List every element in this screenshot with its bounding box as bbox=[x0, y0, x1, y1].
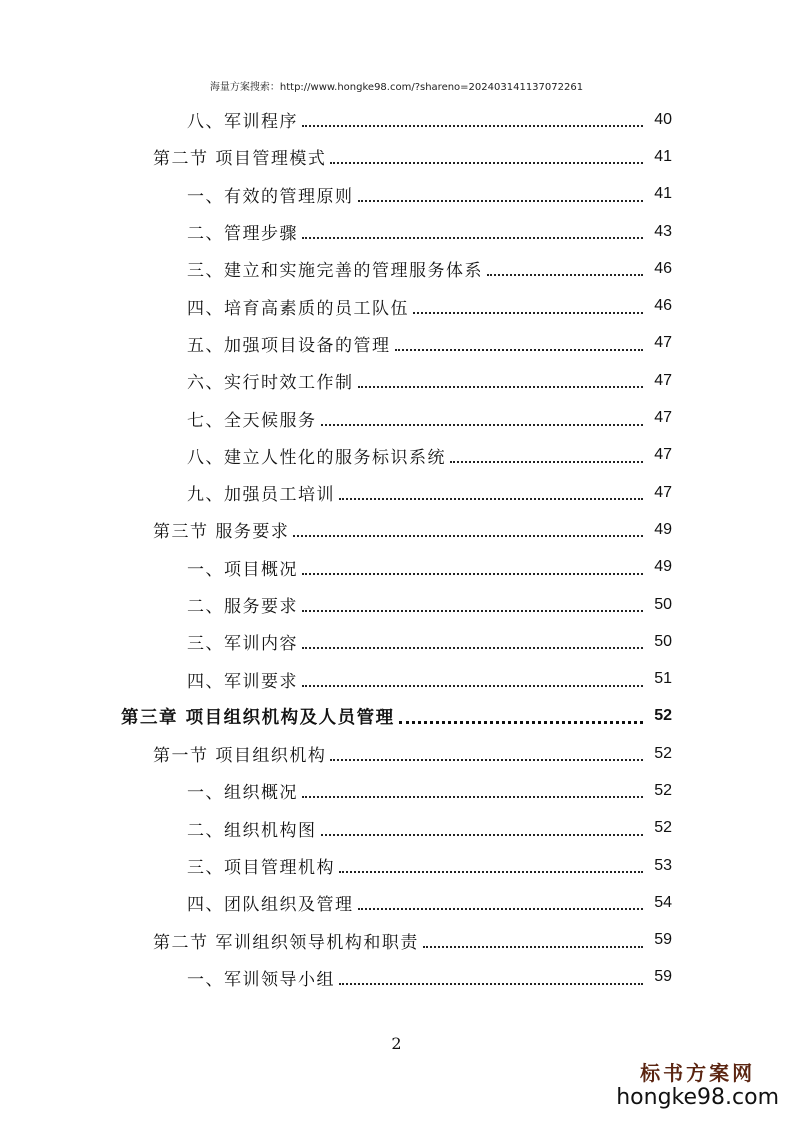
toc-entry-label: 一、有效的管理原则 bbox=[187, 186, 354, 207]
watermark-logo bbox=[616, 1057, 779, 1110]
toc-entry-page: 43 bbox=[654, 222, 672, 240]
toc-dot-leader bbox=[302, 795, 643, 798]
toc-dot-leader bbox=[413, 311, 643, 314]
toc-dot-leader bbox=[339, 982, 643, 985]
toc-entry-page: 46 bbox=[654, 259, 672, 277]
toc-dot-leader bbox=[423, 945, 643, 948]
toc-entry-page: 51 bbox=[654, 670, 672, 688]
toc-dot-leader bbox=[358, 907, 644, 910]
toc-dot-leader bbox=[330, 758, 643, 761]
toc-entry[interactable] bbox=[0, 511, 793, 548]
toc-entry[interactable] bbox=[0, 847, 793, 884]
toc-entry-page: 54 bbox=[654, 893, 672, 911]
toc-dot-leader bbox=[358, 385, 644, 388]
toc-entry-label: 第三章 项目组织机构及人员管理 bbox=[121, 707, 395, 728]
toc-entry-page: 41 bbox=[654, 185, 672, 203]
toc-entry[interactable] bbox=[0, 176, 793, 213]
toc-entry[interactable] bbox=[0, 772, 793, 809]
toc-entry[interactable] bbox=[0, 586, 793, 623]
toc-entry[interactable] bbox=[0, 735, 793, 772]
toc-entry-label: 第一节 项目组织机构 bbox=[153, 746, 327, 767]
toc-entry[interactable] bbox=[0, 810, 793, 847]
toc-entry[interactable] bbox=[0, 884, 793, 921]
toc-entry-label: 三、项目管理机构 bbox=[187, 858, 335, 879]
toc-entry-label: 一、项目概况 bbox=[187, 559, 298, 580]
toc-entry-label: 六、实行时效工作制 bbox=[187, 373, 354, 394]
toc-entry-page: 41 bbox=[654, 147, 672, 165]
toc-entry-page: 46 bbox=[654, 297, 672, 315]
toc-entry-page: 50 bbox=[654, 632, 672, 650]
toc-entry-label: 三、建立和实施完善的管理服务体系 bbox=[187, 261, 483, 282]
toc-dot-leader bbox=[321, 423, 644, 426]
toc-entry-page: 47 bbox=[654, 483, 672, 501]
toc-entry-label: 二、服务要求 bbox=[187, 597, 298, 617]
toc-dot-leader bbox=[302, 646, 643, 649]
toc-entry-page: 52 bbox=[654, 819, 672, 837]
toc-entry-label: 八、建立人性化的服务标识系统 bbox=[187, 447, 446, 468]
toc-dot-leader bbox=[399, 720, 643, 724]
toc-entry-label: 三、军训内容 bbox=[187, 634, 298, 655]
toc-dot-leader bbox=[293, 534, 643, 537]
page-header-url: 海量方案搜索：http://www.hongke98.com/?shareno=202403141137072261 bbox=[209, 82, 584, 93]
toc-entry-page: 52 bbox=[654, 744, 672, 762]
toc-dot-leader bbox=[339, 870, 643, 873]
toc-entry-label: 四、团队组织及管理 bbox=[187, 895, 354, 916]
toc-entry[interactable] bbox=[0, 660, 793, 697]
toc-entry-page: 49 bbox=[654, 520, 672, 538]
toc-entry[interactable] bbox=[0, 287, 793, 324]
toc-dot-leader bbox=[302, 236, 643, 239]
toc-entry-label: 八、军训程序 bbox=[187, 112, 298, 133]
toc-entry-label: 一、军训领导小组 bbox=[187, 969, 335, 990]
toc-dot-leader bbox=[487, 273, 643, 276]
toc-entry[interactable] bbox=[0, 250, 793, 287]
toc-entry[interactable] bbox=[0, 437, 793, 474]
toc-dot-leader bbox=[302, 609, 643, 612]
toc-entry[interactable] bbox=[0, 399, 793, 436]
toc-entry-page: 59 bbox=[654, 968, 672, 986]
watermark-cn: 标书方案网 bbox=[640, 1060, 756, 1085]
toc-entry-label: 九、加强员工培训 bbox=[187, 485, 335, 506]
toc-entry[interactable] bbox=[0, 922, 793, 959]
toc-dot-leader bbox=[302, 572, 643, 575]
toc-entry-label: 第二节 项目管理模式 bbox=[153, 149, 327, 170]
toc-entry[interactable] bbox=[0, 959, 793, 996]
toc-entry-page: 47 bbox=[654, 334, 672, 352]
toc-entry-label: 四、军训要求 bbox=[187, 671, 298, 692]
toc-entry-page: 40 bbox=[654, 110, 672, 128]
toc-entry-label: 一、组织概况 bbox=[187, 783, 298, 804]
toc-entry[interactable] bbox=[0, 213, 793, 250]
toc-dot-leader bbox=[302, 124, 643, 127]
toc-dot-leader bbox=[302, 684, 643, 687]
toc-entry-page: 47 bbox=[654, 446, 672, 464]
toc-entry[interactable] bbox=[0, 474, 793, 511]
toc-entry-label: 七、全天候服务 bbox=[187, 410, 317, 431]
toc-entry[interactable] bbox=[0, 698, 793, 735]
toc-entry-label: 第三节 服务要求 bbox=[153, 522, 290, 543]
toc-dot-leader bbox=[330, 161, 643, 164]
toc-dot-leader bbox=[450, 460, 643, 463]
toc-entry-label: 五、加强项目设备的管理 bbox=[187, 335, 391, 356]
toc-entry[interactable] bbox=[0, 325, 793, 362]
toc-entry-label: 第二节 军训组织领导机构和职责 bbox=[153, 932, 419, 953]
toc-entry-page: 47 bbox=[654, 371, 672, 389]
watermark-en: hongke98.com bbox=[616, 1084, 779, 1110]
toc-entry-page: 49 bbox=[654, 558, 672, 576]
page-number: 2 bbox=[391, 1034, 402, 1053]
toc-entry[interactable] bbox=[0, 138, 793, 175]
toc-entry-page: 52 bbox=[654, 781, 672, 799]
toc-dot-leader bbox=[321, 833, 644, 836]
toc-dot-leader bbox=[395, 348, 644, 351]
toc-entry[interactable] bbox=[0, 362, 793, 399]
toc-entry-label: 四、培育高素质的员工队伍 bbox=[187, 298, 409, 319]
toc-entry[interactable] bbox=[0, 549, 793, 586]
toc-entry-label: 二、管理步骤 bbox=[187, 224, 298, 245]
toc-entry-page: 52 bbox=[654, 707, 672, 725]
toc-dot-leader bbox=[339, 497, 643, 500]
toc-dot-leader bbox=[358, 199, 644, 202]
toc-entry-page: 47 bbox=[654, 409, 672, 427]
toc-entry-page: 50 bbox=[654, 595, 672, 613]
toc-entry[interactable] bbox=[0, 101, 793, 138]
toc-entry-page: 59 bbox=[654, 931, 672, 949]
toc-entry-page: 53 bbox=[654, 856, 672, 874]
table-of-contents bbox=[0, 101, 793, 996]
toc-entry-label: 二、组织机构图 bbox=[187, 820, 317, 841]
toc-entry[interactable] bbox=[0, 623, 793, 660]
